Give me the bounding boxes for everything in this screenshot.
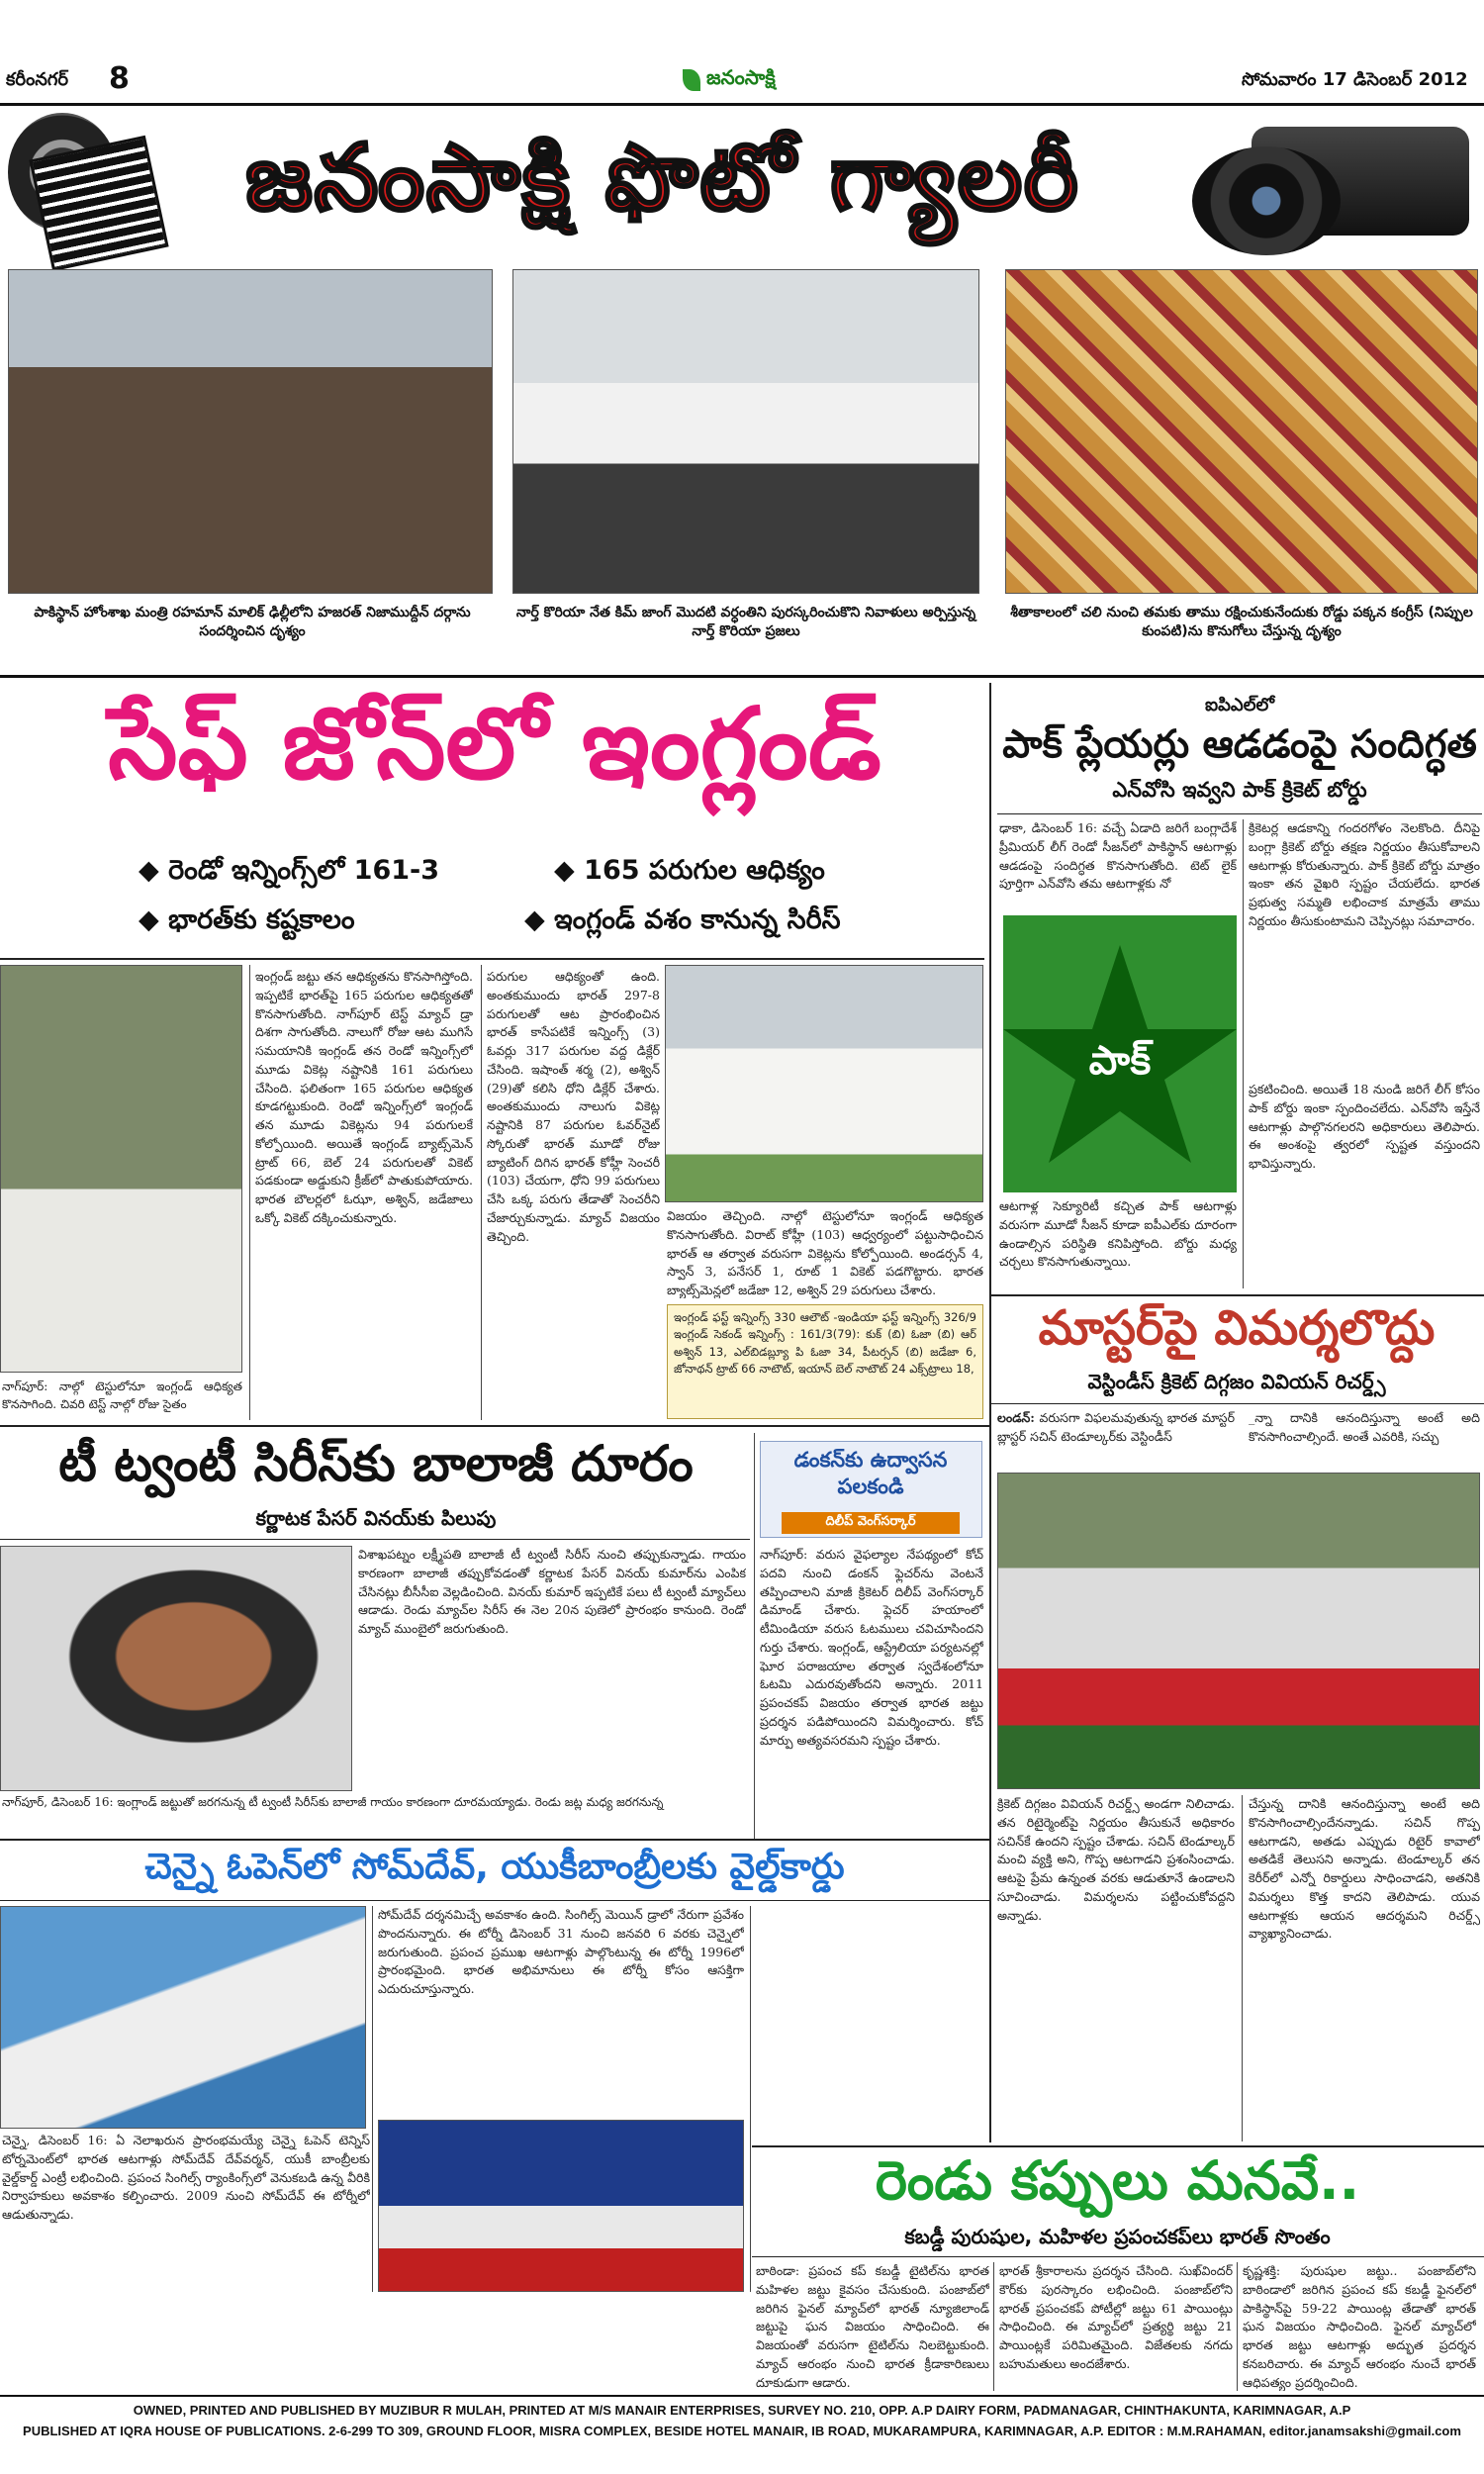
col-divider: [481, 965, 482, 1420]
issue-date: సోమవారం 17 డిసెంబర్ 2012: [1242, 69, 1468, 90]
edition-name: కరీంనగర్: [6, 69, 68, 90]
page-number: 8: [109, 61, 130, 96]
footer-rule: [0, 2395, 1484, 2397]
master-subhead: వెస్టిండీస్ క్రికెట్ దిగ్గజం వివియన్ రిచర్డ్స్: [1087, 1370, 1386, 1393]
master-body-col3: క్రికెట్ దిగ్గజం వివియన్ రిచర్డ్స్ అండగా నిలిచాడు. తన రిటైర్మెంట్‌పై నిర్ణయం తీసుకునే అధికారం సచిన్‌కే ఉందని స్పష్టం చేశాడు. సచిన్ టెండూల్కర్ మంచి వ్యక్తి అని, గొప్ప ఆటగాడని ప్రశంసించాడు. ఆటపై ప్రేమ ఉన్నంత వరకు ఆడుతూనే ఉండాలని సూచించాడు. విమర్శలను పట్టించుకోవద్దని అన్నాడు.: [997, 1796, 1235, 1923]
england-bullets-rule: [0, 958, 984, 960]
england-bullets: [139, 855, 999, 954]
balaji-bottom-rule: [0, 1839, 989, 1841]
col-divider: [750, 1906, 751, 2292]
ipl-kicker: ఐపిఎల్‌లో: [1205, 695, 1274, 715]
england-body-col2: పరుగుల ఆధిక్యంతో ఉంది. అంతకుముందు భారత్ 297-8 పరుగులతో ఆట ప్రారంభించిన భారత్ కాసేపటికే ఇన్నింగ్స్ (3) ఓవర్లు 317 పరుగుల వద్ద డిక్లేర్ చేసింది. ఇషాంత్ శర్మ (2), అశ్విన్ (29)తో కలిసి ధోని డిక్లేర్ చేశారు. అంతకుముందు నాలుగు వికెట్ల నష్టానికి 87 పరుగుల ఓవర్‌నైట్ స్కోరుతో భారత్ మూడో రోజు బ్యాటింగ్ దిగిన భారత్ కోహ్లీ సెంచరీ (103) చేయగా, ధోని 99 పరుగులు చేసి ఒక్క పరుగు తేడాతో సెంచరీని చేజార్చుకున్నాడు. మ్యాచ్ విజయం తెచ్చింది.: [487, 969, 660, 1244]
masthead: [0, 59, 1484, 101]
kabaddi-body-col3: కృష్ణశక్తి: పురుషుల జట్టు.. పంజాబ్‌లోని బాఠిండాలో జరిగిన ప్రపంచ కప్ కబడ్డీ ఫైనల్‌లో పాకిస్థాన్‌పై 59-22 పాయింట్ల తేడాతో భారత్ ఘన విజయం సాధించింది. ఫైనల్ మ్యాచ్‌లో భారత జట్టు ఆటగాళ్లు అద్భుత ప్రదర్శన కనబరిచారు. ఈ మ్యాచ్ ఆరంభం నుంచే భారత్ ఆధిపత్యం ప్రదర్శించింది.: [1243, 2263, 1476, 2390]
film-strip: [29, 136, 168, 271]
master-dateline: లండన్:: [997, 1410, 1035, 1425]
gallery-banner: [0, 107, 1484, 265]
brand-name: జనంసాక్షి: [706, 65, 776, 89]
tennis-body-col2: సోమ్‌దేవ్ దర్శనమిచ్చే అవకాశం ఉంది. సింగిల్స్ మెయిన్ డ్రాలో నేరుగా ప్రవేశం పొందనున్నారు. ఈ టోర్నీ డిసెంబర్ 31 నుంచి జనవరి 6 వరకు చెన్నైలో జరుగుతుంది. ప్రపంచ ప్రముఖ ఆటగాళ్లు పాల్గొంటున్న ఈ టోర్నీ 1996లో ప్రారంభమైంది. భారత అభిమానులు ఈ టోర్నీ కోసం ఆసక్తిగా ఎదురుచూస్తున్నారు.: [378, 1907, 744, 1996]
master-body-col1: [997, 1409, 1235, 1469]
england-body-col1: ఇంగ్లండ్ జట్టు తన ఆధిక్యతను కొనసాగిస్తోంది. ఇప్పటికే భారత్‌పై 165 పరుగుల ఆధిక్యతతో కొనసాగుతోంది. నాగ్‌పూర్ టెస్ట్ మ్యాచ్ డ్రా దిశగా సాగుతోంది. నాలుగో రోజు ఆట ముగిసే సమయానికి ఇంగ్లండ్ తన రెండో ఇన్నింగ్స్‌లో మూడు వికెట్ల నష్టానికి 161 పరుగులు చేసింది. ఫలితంగా 165 పరుగుల ఆధిక్యత కూడగట్టుకుంది. రెండో ఇన్నింగ్స్‌లో ఇంగ్లండ్ తన మూడు వికెట్లను 94 పరుగులకే కోల్పోయింది. అయితే ఇంగ్లండ్ బ్యాట్స్‌మెన్ ట్రాట్ 66, బెల్ 24 పరుగులతో వికెట్ పడకుండా అడ్డుకుని క్రీజ్‌లో పాతుకుపోయారు. భారత బౌలర్లలో ఓఝా, అశ్విన్, జడేజాలు ఒక్కో వికెట్ దక్కించుకున్నారు.: [255, 969, 473, 1225]
brand-logo: [683, 65, 776, 94]
bullet-item: ◆ రెండో ఇన్నింగ్స్‌లో 161-3: [139, 855, 440, 886]
col-divider: [989, 1405, 991, 2142]
col-divider: [1242, 1795, 1243, 2141]
bullet-item: ◆ భారత్‌కు కష్టకాలం: [139, 904, 355, 935]
england-body-col3: విజయం తెచ్చింది. నాల్గో టెస్టులోనూ ఇంగ్లండ్ ఆధిక్యత కొనసాగుతోంది. విరాట్ కోహ్లీ (103) ఆధ్వర్యంలో పట్టుసాధించిన భారత్ ఆ తర్వాత వరుసగా వికెట్లను కోల్పోయింది. అండర్సన్ 4, స్వాన్ 3, పనేసర్ 1, రూట్ 1 వికెట్ పడగొట్టారు. భారత బ్యాట్స్‌మెన్లలో జడేజా 12, అశ్విన్ 29 పరుగులు చేశారు.: [667, 1208, 983, 1297]
dunkan-headline: డంకన్‌కు ఉద్వాసన పలకండి: [793, 1448, 948, 1499]
star-icon: [1003, 915, 1237, 1192]
england-photo-caption: నాగ్‌పూర్: నాల్గో టెస్టులోనూ ఇంగ్లండ్ ఆధిక్యత కొనసాగింది. చివరి టెస్ట్ నాల్గో రోజు సైతం: [2, 1380, 242, 1411]
photo-viv-richards: [997, 1473, 1480, 1789]
master-body-col4: చేస్తున్న దానికి ఆనందిస్తున్నా అంటే అది కొనసాగించాల్సిందేనన్నాడు. సచిన్ గొప్ప ఆటగాడని, అతడు ఎప్పుడు రిటైర్ కావాలో అతడికే తెలుసని అన్నాడు. టెండూల్కర్ తన కెరీర్‌లో ఎన్నో రికార్డులు సాధించాడని, అతనికి విమర్శలు కొత్త కాదని తెలిపాడు. యువ ఆటగాళ్లకు ఆయన ఆదర్శమని రిచర్డ్స్ వ్యాఖ్యానించాడు.: [1249, 1796, 1480, 1942]
col-divider: [1243, 819, 1244, 1288]
col-divider: [1237, 2262, 1238, 2391]
dunkan-byline: దిలీప్ వెంగ్‌సర్కార్: [782, 1512, 960, 1534]
gallery-photo-rehman-malik: [8, 269, 493, 594]
col-divider: [754, 1433, 755, 1839]
dunkan-body: నాగ్‌పూర్: వరుస వైఫల్యాల నేపథ్యంలో కోచ్ పదవి నుంచి డంకన్ ఫ్లెచర్‌ను వెంటనే తప్పించాలని మాజీ క్రికెటర్ దిలీప్ వెంగ్‌సర్కార్ డిమాండ్ చేశారు. ఫ్లెచర్ హయాంలో టీమిండియా వరుస ఓటములు చవిచూసిందని గుర్తు చేశారు. ఇంగ్లండ్, ఆస్ట్రేలియా పర్యటనల్లో ఘోర పరాజయాల తర్వాత స్వదేశంలోనూ ఓటమి ఎదురవుతోందని అన్నారు. 2011 ప్రపంచకప్ విజయం తర్వాత భారత జట్టు ప్రదర్శన పడిపోయిందని విమర్శించారు. కోచ్ మార్పు అత్యవసరమని స్పష్టం చేశారు.: [760, 1547, 983, 1748]
gallery-rule: [0, 675, 1484, 678]
england-scorecard-box: ఇంగ్లండ్ ఫస్ట్ ఇన్నింగ్స్ 330 ఆలౌట్ -ఇండియా ఫస్ట్ ఇన్నింగ్స్ 326/9 ఇంగ్లండ్ సెకండ్ ఇన్నింగ్స్ : 161/3(79): కుక్ (బి) ఓజా (బి) ఆర్ అశ్విన్ 13, ఎల్‌బిడబ్ల్యూ పి ఓజా 34, పీటర్సన్ (బి) జడేజా 6, జోనాథన్ ట్రాట్ 66 నాటౌట్, ఇయాన్ బెల్ నాటౌట్ 24 ఎక్స్‌ట్రాలు 18,: [667, 1304, 983, 1419]
camera-icon: [1192, 117, 1474, 260]
masthead-rule: [0, 103, 1484, 106]
kabaddi-subhead-rule: [752, 2256, 1484, 2257]
master-body-col2: _న్నా దానికి ఆనందిస్తున్నా అంటే అది కొనసాగించాల్సిందే. అంతే ఎవరికి, సచ్చు: [1249, 1410, 1480, 1444]
pak-cricket-logo: [1003, 915, 1237, 1192]
ipl-body-col3: ఆటగాళ్ల సెక్యూరిటీ కచ్చిత పాక్ ఆటగాళ్లు వరుసగా మూడో సీజన్ కూడా ఐపీఎల్‌కు దూరంగా ఉండాల్సిన పరిస్థితి కనిపిస్తోంది. బోర్డు మధ్య చర్చలు కొనసాగుతున్నాయి.: [999, 1198, 1237, 1270]
gallery-caption-1: పాకిస్థాన్ హోంశాఖ మంత్రి రహమాన్ మాలిక్ ఢిల్లీలోని హజరత్ నిజాముద్దీన్ దర్గాను సందర్శించిన దృశ్యం: [34, 605, 471, 639]
ipl-body-col4: ప్రకటించింది. అయితే 18 నుండి జరిగే లీగ్ కోసం పాక్ బోర్డు ఇంకా స్పందించలేదు. ఎన్‌వోసి ఇస్తేనే ఆటగాళ్లు పాల్గొనగలరని అధికారులు తెలిపారు. ఈ అంశంపై త్వరలో స్పష్టత వస్తుందని భావిస్తున్నారు.: [1249, 1082, 1480, 1171]
ipl-body-col2: క్రికెటర్ల ఆడకాన్ని గందరగోళం నెలకొంది. దీనిపై బంగ్లా క్రికెట్ బోర్డు తక్షణ నిర్ణయం తీసుకోవాలని ఆటగాళ్లు కోరుతున్నారు. పాక్ క్రికెట్ బోర్డు మాత్రం ఇంకా తన వైఖరి స్పష్టం చేయలేదు. భారత ప్రభుత్వ సమ్మతి లభించాక మాత్రమే తాము నిర్ణయం తీసుకుంటామని చెప్పినట్లు సమాచారం.: [1249, 820, 1480, 928]
leaf-icon: [683, 69, 700, 91]
balaji-body: విశాఖపట్నం లక్ష్మీపతి బాలాజీ టీ ట్వంటీ సిరీస్ నుంచి తప్పుకున్నాడు. గాయం కారణంగా బాలాజీ తప్పుకోవడంతో కర్ణాటక పేసర్ వినయ్ కుమార్‌ను ఎంపిక చేసినట్లు బీసీసీఐ వెల్లడించింది. వినయ్ కుమార్ ఇప్పటికే పలు టీ ట్వంటీ మ్యాచ్‌లు ఆడాడు. రెండు మ్యాచ్‌ల సిరీస్ ఈ నెల 20న పుణెలో ప్రారంభం కానుంది. రెండో మ్యాచ్ ముంబైలో జరుగుతుంది.: [358, 1547, 746, 1636]
footer-line-2: PUBLISHED AT IQRA HOUSE OF PUBLICATIONS. 2-6-299 TO 309, GROUND FLOOR, MISRA COMPLEX, BESIDE HOTEL MANAIR, IB ROAD, MUKARAMPURA, KARIMNAGAR, A.P. EDITOR : M.M.RAHAMAN, editor.janamsakshi@gmail.com: [23, 2423, 1461, 2438]
footer-imprint: [0, 2401, 1484, 2442]
master-headline: మాస్టర్‌పై విమర్శలొద్దు: [1038, 1300, 1436, 1356]
ipl-bottom-rule: [989, 1294, 1484, 1296]
gallery-caption-2: నార్త్ కొరియా నేత కిమ్ జాంగ్ మొదటి వర్ధంతిని పురస్కరించుకొని నివాళులు అర్పిస్తున్న నార్త్ కొరియా ప్రజలు: [515, 605, 976, 639]
kabaddi-body-col1: బాఠిండా: ప్రపంచ కప్ కబడ్డీ టైటిల్‌ను భారత మహిళల జట్టు కైవసం చేసుకుంది. పంజాబ్‌లో జరిగిన ఫైనల్ మ్యాచ్‌లో భారత్ న్యూజిలాండ్ జట్టుపై ఘన విజయం సాధించింది. ఈ విజయంతో వరుసగా టైటిల్‌ను నిలబెట్టుకుంది. మ్యాచ్ ఆరంభం నుంచి భారత క్రీడాకారిణులు దూకుడుగా ఆడారు.: [756, 2263, 989, 2390]
main-column-divider: [989, 683, 991, 1420]
bullet-item: ◆ ఇంగ్లండ్ వశం కానున్న సిరీస్: [524, 904, 841, 935]
gallery-photo-kangri-market: [1005, 269, 1478, 594]
kabaddi-subhead: కబడ్డీ పురుషుల, మహిళల ప్రపంచకప్‌లు భారత్ సొంతం: [904, 2225, 1331, 2248]
col-divider: [993, 2262, 994, 2391]
ipl-headline: పాక్ ప్లేయర్లు ఆడడంపై సందిగ్ధత: [1002, 722, 1477, 767]
tennis-headline-rule: [0, 1900, 989, 1901]
tennis-headline: చెన్నై ఓపెన్‌లో సోమ్‌దేవ్, యుకీబాంబ్రీలకు వైల్డ్‌కార్డు: [144, 1847, 845, 1887]
master-bottom-rule: [752, 2145, 1484, 2147]
master-subhead-rule: [989, 1403, 1484, 1404]
banner-title: జనంసాక్షి ఫొటో గ్యాలరీ: [245, 125, 1080, 231]
ipl-body-col1: ఢాకా, డిసెంబర్ 16: వచ్చే ఏడాది జరిగే బంగ్లాదేశ్ ప్రీమియర్ లీగ్ రెండో సీజన్‌లో పాకిస్థాన్ ఆటగాళ్లు ఆడడంపై సందిగ్ధత కొనసాగుతోంది. టెట్ లైక్ పూర్తిగా ఎన్‌వోసి తమ ఆటగాళ్లకు నో: [999, 820, 1237, 892]
balaji-photo-caption: నాగ్‌పూర్, డిసెంబర్ 16: ఇంగ్లాండ్ జట్టుతో జరగనున్న టీ ట్వంటీ సిరీస్‌కు బాలాజీ గాయం కారణంగా దూరమయ్యాడు. రెండు జట్ల మధ్య జరగనున్న: [2, 1795, 664, 1809]
bullet-item: ◆ 165 పరుగుల ఆధిక్యం: [554, 855, 825, 886]
footer-line-1: OWNED, PRINTED AND PUBLISHED BY MUZIBUR R MULAH, PRINTED AT M/S MANAIR ENTERPRISES, SURVEY NO. 210, OPP. A.P DAIRY FORM, PADMANAGAR, CHINTHAKUNTA, KARIMNAGAR, A.P: [133, 2403, 1351, 2418]
balaji-subhead: కర్ణాటక పేసర్ వినయ్‌కు పిలుపు: [255, 1506, 497, 1530]
balaji-subhead-rule: [0, 1539, 750, 1540]
photo-yuki-bhambri: [378, 2120, 744, 2292]
photo-cook-batting: [0, 965, 242, 1373]
ipl-subhead: ఎన్‌వోసి ఇవ్వని పాక్ క్రికెట్ బోర్డు: [1112, 778, 1367, 802]
pak-logo-text: పాక్: [1088, 1038, 1152, 1084]
master-body-text: వరుసగా విఫలమవుతున్న భారత మాస్టర్ బ్లాస్టర్ సచిన్ టెండూల్కర్‌కు వెస్టిండీస్: [997, 1410, 1235, 1444]
photo-somdev: [0, 1906, 366, 2129]
col-divider: [249, 965, 250, 1420]
gallery-caption-3: శీతాకాలంలో చలి నుంచి తమకు తాము రక్షించుకునేందుకు రోడ్డు పక్కన కంగ్రీస్ (నిప్పుల కుంపటి)ను కొనుగోలు చేస్తున్న దృశ్యం: [1010, 605, 1473, 639]
gallery-photo-kim-jong-tribute: [512, 269, 979, 594]
col-divider: [372, 1906, 373, 2292]
balaji-headline: టీ ట్వంటీ సిరీస్‌కు బాలాజీ దూరం: [58, 1435, 694, 1492]
england-headline: సేఫ్ జోన్‌లో ఇంగ్లండ్: [108, 686, 881, 802]
ipl-subhead-rule: [997, 813, 1482, 814]
kabaddi-headline: రెండు కప్పులు మనవే..: [875, 2149, 1360, 2212]
tennis-body-col1: చెన్నై, డిసెంబర్ 16: ఏ నెలాఖరున ప్రారంభమయ్యే చెన్నై ఓపెన్ టెన్నిస్ టోర్నమెంట్‌లో భారత ఆటగాళ్లు సోమ్‌దేవ్ దేవ్‌వర్మన్, యుకీ బాంబ్రీలకు వైల్డ్‌కార్డ్ ఎంట్రీ లభించింది. ప్రపంచ సింగిల్స్ ర్యాంకింగ్స్‌లో వెనుకబడి ఉన్న వీరికి నిర్వాహకులు అవకాశం కల్పించారు. 2009 నుంచి సోమ్‌దేవ్ ఈ టోర్నీలో ఆడుతున్నాడు.: [2, 2133, 370, 2222]
england-bottom-rule: [0, 1425, 989, 1427]
photo-england-team: [665, 965, 983, 1202]
kabaddi-body-col2: భారత్ శ్రీకారాలను ప్రదర్శన చేసింది. సుఖ్‌విందర్ కౌర్‌కు పురస్కారం లభించింది. పంజాబ్‌లోని భారత్ ప్రపంచకప్ పోటీల్లో జట్టు 61 పాయింట్లు సాధించింది. ఈ మ్యాచ్‌లో ప్రత్యర్థి జట్టు 21 పాయింట్లకే పరిమితమైంది. విజేతలకు నగదు బహుమతులు అందజేశారు.: [999, 2263, 1233, 2371]
photo-balaji: [0, 1546, 352, 1791]
